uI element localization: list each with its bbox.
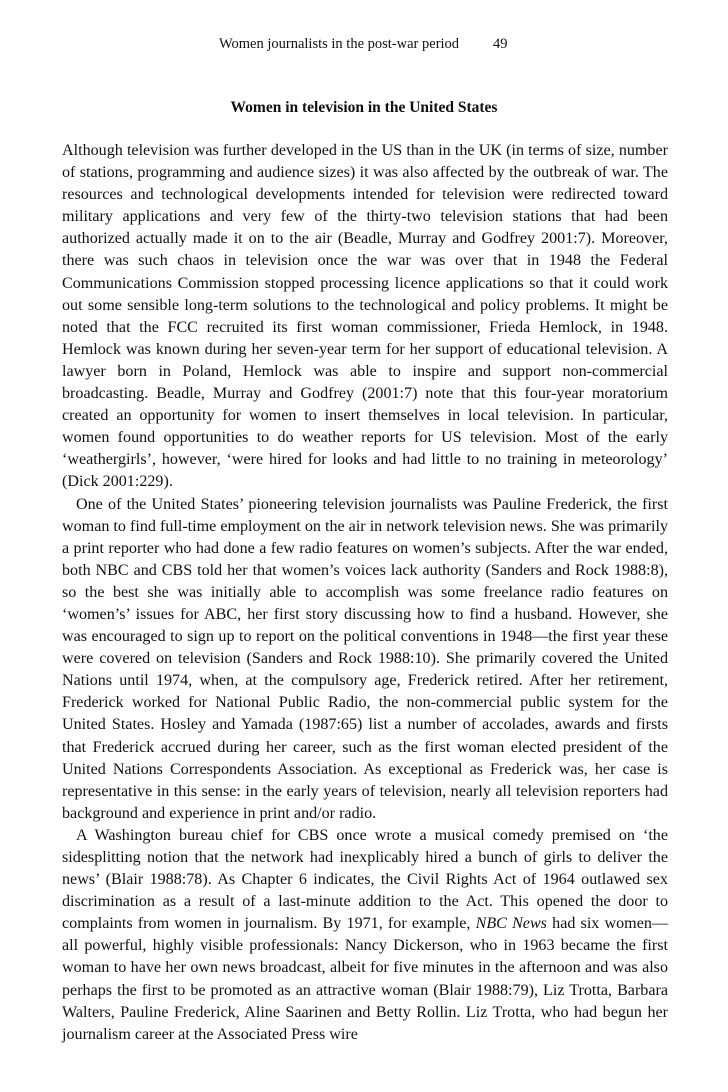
page-number: 49 — [493, 36, 508, 52]
paragraph-2: One of the United States’ pioneering television journalists was Pauline Frederick, the first woman to find full-time employment on the air in network television news. She was primarily a print reporter who had done a few radio features on women’s subjects. After the war ended, both NBC and CBS told her that women’s voices lack authority (Sanders and Rock 1988:8), so the best she was initially able to accomplish was some freelance radio features on ‘women’s’ issues for ABC, her first story discussing how to find a husband. However, she was encouraged to sign up to report on the political conventions in 1948—the first year these were covered on television (Sanders and Rock 1988:10). She primarily covered the United Nations until 1974, when, at the compulsory age, Frederick retired. After her retirement, Frederick worked for National Public Radio, the non-commercial public system for the United States. Hosley and Yamada (1987:65) list a number of accolades, awards and firsts that Frederick accrued during her career, such as the first woman elected president of the United Nations Correspondents Association. As exceptional as Frederick was, her case is representative in this sense: in the early years of television, nearly all television reporters had background and experience in print and/or radio. — [62, 495, 668, 822]
section-heading: Women in television in the United States — [230, 99, 498, 116]
paragraph-3 — [62, 825, 668, 1046]
paragraph-3-text-before: A Washington bureau chief for CBS once wrote a musical comedy premised on ‘the sidesplitting notion that the network had inexplicably hired a bunch of girls to deliver the news’ (Blair 1988:78). As Chapter 6 indicates, the Civil Rights Act of 1964 outlawed sex discrimination as a result of a last-minute addition to the Act. This opened the door to complaints from women in journalism. By 1971, for example, — [62, 826, 668, 933]
publication-title-nbc-news: NBC News — [475, 915, 547, 933]
paragraph-1: Although television was further developed in the US than in the UK (in terms of size, number of stations, programming and audience sizes) it was also affected by the outbreak of war. The resources and technological developments intended for television were redirected toward military applications and very few of the thirty-two television stations that had been authorized actually made it on to the air (Beadle, Murray and Godfrey 2001:7). Moreover, there was such chaos in television once the war was over that in 1948 the Federal Communications Commission stopped processing licence applications so that it could work out some sensible long-term solutions to the technological and policy problems. It might be noted that the FCC recruited its first woman commissioner, Frieda Hemlock, in 1948. Hemlock was known during her seven-year term for her support of educational television. A lawyer born in Poland, Hemlock was able to inspire and support non-commercial broadcasting. Beadle, Murray and Godfrey (2001:7) note that this four-year moratorium created an opportunity for women to insert themselves in local television. In particular, women found opportunities to do weather reports for US television. Most of the early ‘weathergirls’, however, ‘were hired for looks and had little to no training in meteorology’ (Dick 2001:229). — [62, 142, 668, 491]
running-head — [0, 34, 728, 54]
paragraph-3-text-after: had six women—all powerful, highly visible professionals: Nancy Dickerson, who in 1963 became the first woman to have her own news broadcast, albeit for five minutes in the afternoon and was also perhaps the first to be promoted as an attractive woman (Blair 1988:79), Liz Trotta, Barbara Walters, Pauline Frederick, Aline Saarinen and Betty Rollin. Liz Trotta, who had begun her journalism career at the Associated Press wire — [62, 915, 668, 1043]
running-head-title: Women journalists in the post-war period — [219, 36, 460, 52]
body-text — [62, 140, 668, 1046]
